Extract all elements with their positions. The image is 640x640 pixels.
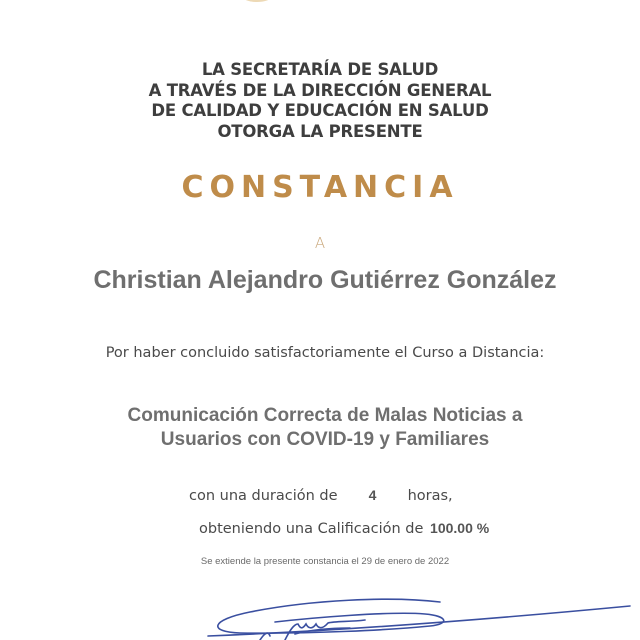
issuer-line-4: OTORGA LA PRESENTE — [217, 121, 423, 141]
issuer-line-2: A TRAVÉS DE LA DIRECCIÓN GENERAL — [148, 80, 492, 100]
to-label: A — [314, 234, 326, 252]
duration-suffix: horas, — [407, 488, 453, 504]
duration-prefix: con una duración de — [189, 488, 338, 504]
course-grade — [199, 518, 489, 539]
grade-prefix: obteniendo una Calificación de — [199, 521, 424, 537]
issuer-heading — [0, 60, 640, 142]
course-title-line-2: Usuarios con COVID-19 y Familiares — [160, 429, 490, 450]
issuer-line-1: LA SECRETARÍA DE SALUD — [201, 60, 439, 79]
completion-reason: Por haber concluido satisfactoriamente el Curso a Distancia: — [105, 345, 545, 361]
coat-of-arms-seal-icon — [240, 0, 274, 4]
course-duration — [189, 485, 453, 506]
course-title-line-1: Comunicación Correcta de Malas Noticias a — [127, 405, 523, 426]
duration-hours: 4 — [368, 487, 377, 503]
handwritten-signature-icon — [190, 588, 640, 640]
issue-date-text: Se extiende la presente constancia el 29 de enero de 2022 — [200, 556, 450, 567]
grade-value: 100.00 % — [430, 520, 490, 536]
recipient-name: Christian Alejandro Gutiérrez González — [93, 266, 557, 294]
issuer-line-3: DE CALIDAD Y EDUCACIÓN EN SALUD — [151, 101, 489, 120]
course-title — [0, 404, 640, 452]
certificate-title: CONSTANCIA — [181, 170, 459, 205]
